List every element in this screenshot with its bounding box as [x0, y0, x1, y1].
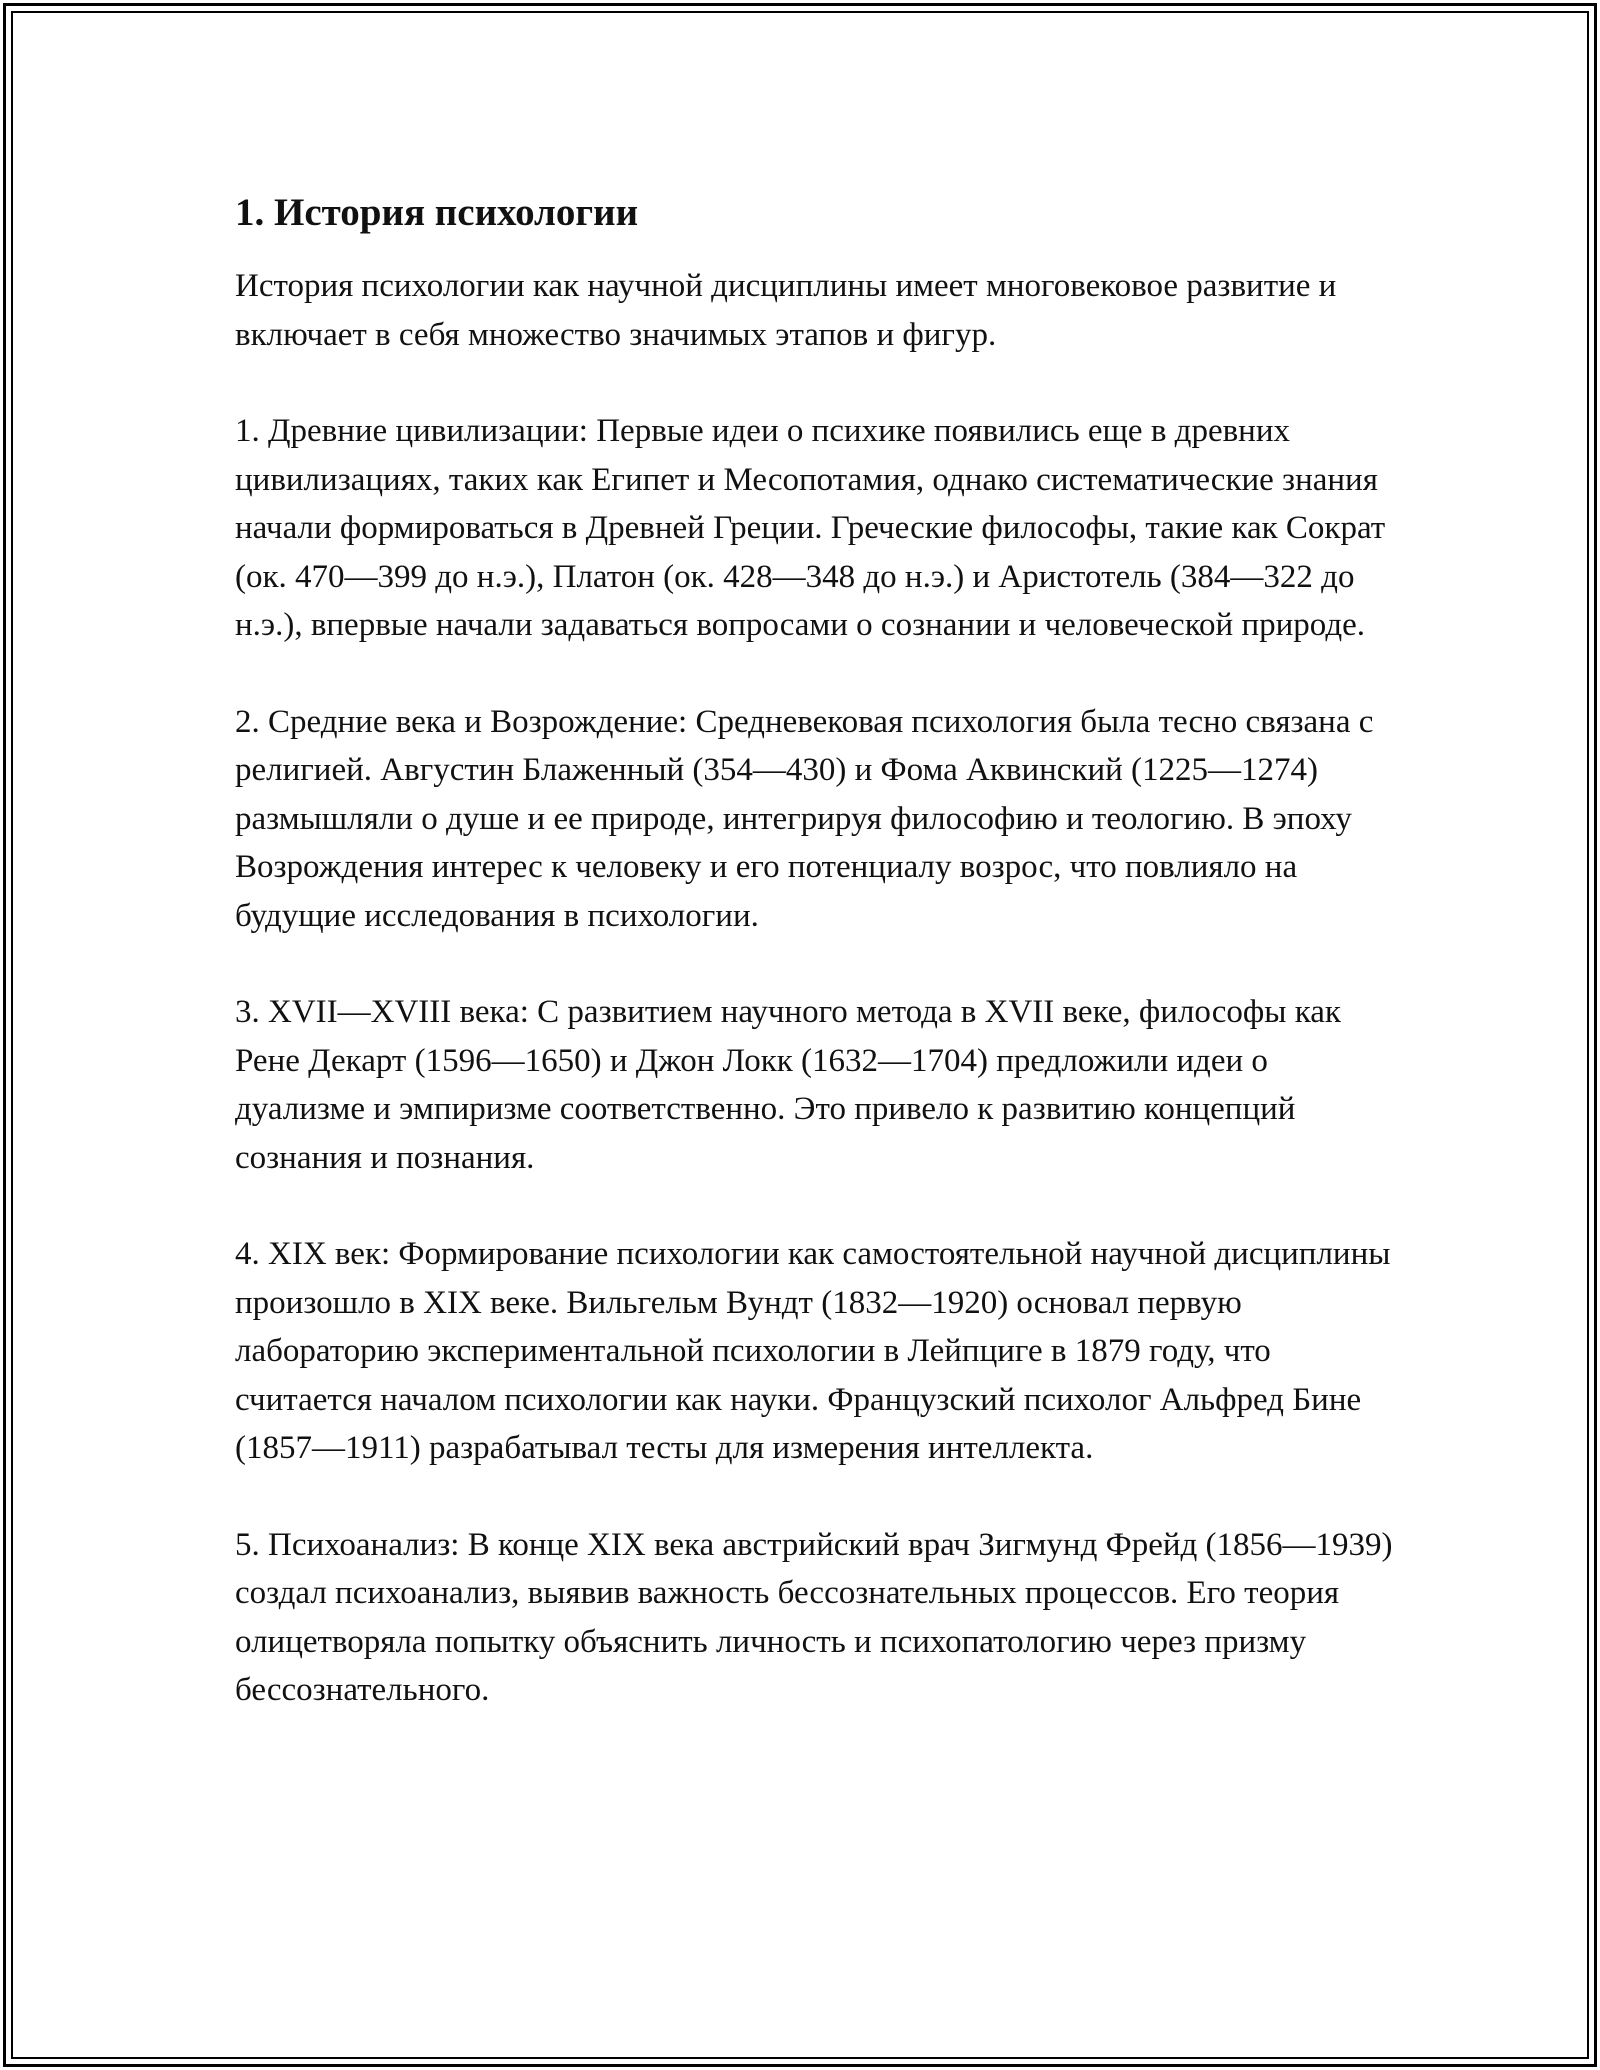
section-paragraph-psychoanalysis: 5. Психоанализ: В конце XIX века австрийский врач Зигмунд Фрейд (1856—1939) создал психоанализ, выявив важность бессознательных процессов. Его теория олицетворяла попытку объяснить личность и психопатологию через призму бессознательного.: [235, 1526, 1393, 1708]
document-title: 1. История психологии: [235, 191, 639, 234]
section-paragraph-19-century: 4. XIX век: Формирование психологии как самостоятельной научной дисциплины произошло в XIX веке. Вильгельм Вундт (1832—1920) основал первую лабораторию экспериментальной психологии в Лейпциге в 1879 году, что считается началом психологии как науки. Французский психолог Альфред Бине (1857—1911) разрабатывал тесты для измерения интеллекта.: [235, 1236, 1391, 1466]
document-page: [235, 188, 1395, 1763]
section-paragraph-ancient: 1. Древние цивилизации: Первые идеи о психике появились еще в древних цивилизациях, таких как Египет и Месопотамия, однако систематические знания начали формироваться в Древней Греции. Греческие философы, такие как Сократ (ок. 470—399 до н.э.), Платон (ок. 428—348 до н.э.) и Аристотель (384—322 до н.э.), впервые начали задаваться вопросами о сознании и человеческой природе.: [235, 413, 1386, 643]
intro-paragraph: История психологии как научной дисциплины имеет многовековое развитие и включает в себя множество значимых этапов и фигур.: [235, 268, 1337, 353]
section-paragraph-17-18-centuries: 3. XVII—XVIII века: С развитием научного метода в XVII веке, философы как Рене Декарт (1596—1650) и Джон Локк (1632—1704) предложили идеи о дуализме и эмпиризме соответственно. Это привело к развитию концепций сознания и познания.: [235, 994, 1341, 1176]
section-paragraph-middle-ages: 2. Средние века и Возрождение: Средневековая психология была тесно связана с религией. Августин Блаженный (354—430) и Фома Аквинский (1225—1274) размышляли о душе и ее природе, интегрируя философию и теологию. В эпоху Возрождения интерес к человеку и его потенциалу возрос, что повлияло на будущие исследования в психологии.: [235, 703, 1374, 934]
